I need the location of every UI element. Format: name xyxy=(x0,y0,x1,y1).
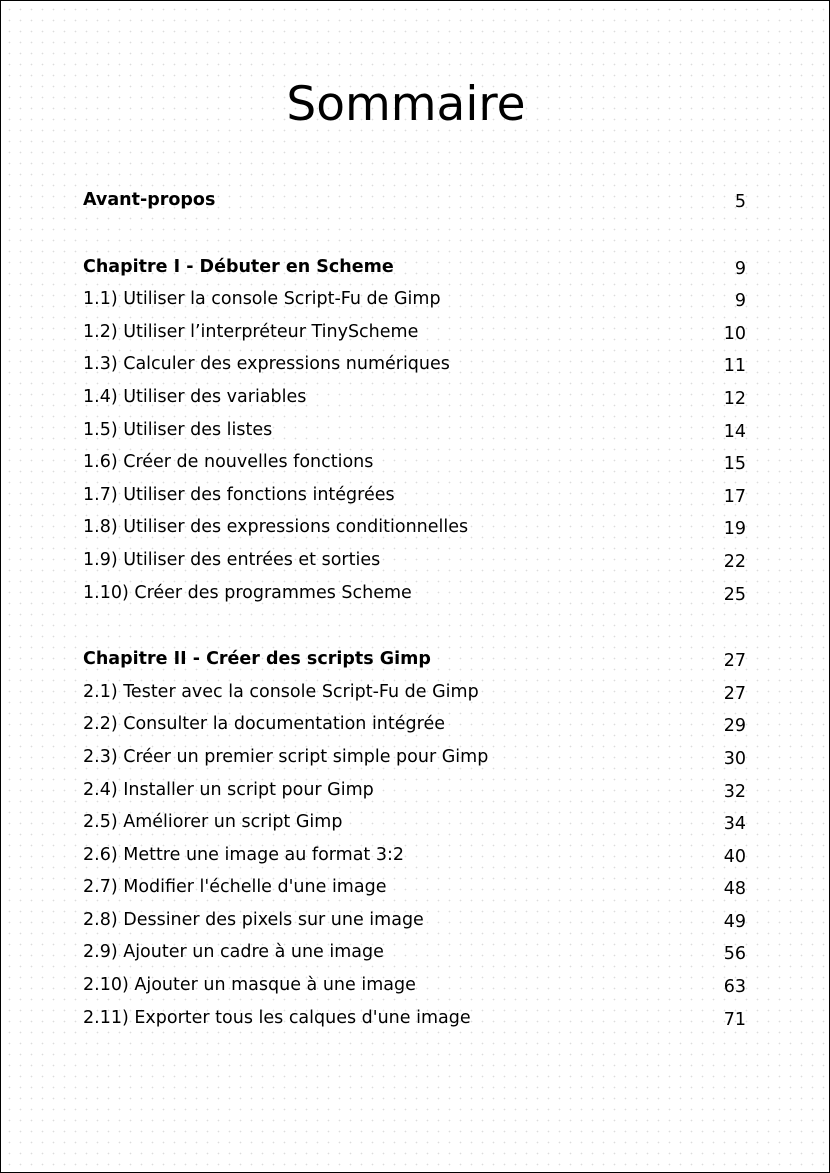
toc-heading-label: Avant-propos xyxy=(83,190,216,210)
toc-entry[interactable] xyxy=(83,544,746,577)
toc-entry[interactable] xyxy=(83,839,746,872)
toc-heading[interactable] xyxy=(83,184,746,217)
toc-entry-label: 2.4) Installer un script pour Gimp xyxy=(83,779,374,800)
toc-page-number: 30 xyxy=(723,748,746,769)
toc-page-number: 32 xyxy=(723,781,746,802)
toc-entry-label: 2.10) Ajouter un masque à une image xyxy=(83,975,416,996)
toc-entry[interactable] xyxy=(83,936,746,969)
toc-page-number: 29 xyxy=(723,716,746,737)
toc-entry-label: 1.3) Calculer des expressions numériques xyxy=(83,354,450,375)
toc-entry[interactable] xyxy=(83,708,746,741)
toc-entry-label: 2.5) Améliorer un script Gimp xyxy=(83,812,343,833)
toc-page-number: 12 xyxy=(723,388,746,409)
toc-page-number: 10 xyxy=(723,323,746,344)
toc-page-number: 25 xyxy=(723,584,746,605)
toc-entry[interactable] xyxy=(83,871,746,904)
toc-entry[interactable] xyxy=(83,806,746,839)
toc-entry[interactable] xyxy=(83,774,746,807)
toc-entry-label: 1.10) Créer des programmes Scheme xyxy=(83,582,412,603)
toc-entry[interactable] xyxy=(83,676,746,709)
toc-section-chapitre-1 xyxy=(83,251,746,610)
toc-entry[interactable] xyxy=(83,969,746,1002)
toc-entry-label: 1.2) Utiliser l’interpréteur TinyScheme xyxy=(83,321,419,342)
page-title: Sommaire xyxy=(286,77,526,132)
toc-entry-label: 2.9) Ajouter un cadre à une image xyxy=(83,942,384,963)
toc-entry-label: 2.3) Créer un premier script simple pour Gimp xyxy=(83,746,489,767)
toc-heading[interactable] xyxy=(83,643,746,676)
toc-page-number: 9 xyxy=(734,291,746,312)
toc-heading-label: Chapitre I - Débuter en Scheme xyxy=(83,256,394,277)
toc-entry[interactable] xyxy=(83,446,746,479)
toc-entry[interactable] xyxy=(83,577,746,610)
toc-entry[interactable] xyxy=(83,741,746,774)
toc-entry-label: 1.6) Créer de nouvelles fonctions xyxy=(83,452,374,473)
toc-page-number: 56 xyxy=(723,944,746,965)
toc-entry[interactable] xyxy=(83,1002,746,1035)
toc-entry-label: 1.8) Utiliser des expressions conditionnelles xyxy=(83,517,469,538)
toc-page-number: 27 xyxy=(723,683,746,704)
toc-entry[interactable] xyxy=(83,283,746,316)
toc-page-number: 5 xyxy=(734,192,746,212)
toc-heading-label: Chapitre II - Créer des scripts Gimp xyxy=(83,649,431,670)
toc-page-number: 63 xyxy=(723,977,746,998)
toc-page-number: 27 xyxy=(723,651,746,672)
toc-heading[interactable] xyxy=(83,251,746,284)
toc-page-number: 14 xyxy=(723,421,746,442)
toc-entry-label: 2.11) Exporter tous les calques d'une image xyxy=(83,1007,471,1028)
toc-page-number: 22 xyxy=(723,551,746,572)
toc-entry-label: 2.2) Consulter la documentation intégrée xyxy=(83,714,445,735)
toc-entry-label: 1.7) Utiliser des fonctions intégrées xyxy=(83,484,395,505)
toc-page-number: 17 xyxy=(723,486,746,507)
toc-page-number: 11 xyxy=(723,356,746,377)
toc-entry-label: 2.6) Mettre une image au format 3:2 xyxy=(83,844,405,865)
toc-entry[interactable] xyxy=(83,381,746,414)
toc-entry[interactable] xyxy=(83,511,746,544)
toc-entry[interactable] xyxy=(83,414,746,447)
toc-entry-label: 1.5) Utiliser des listes xyxy=(83,419,273,440)
toc-entry-label: 2.1) Tester avec la console Script-Fu de Gimp xyxy=(83,681,479,702)
toc-page-number: 15 xyxy=(723,454,746,475)
toc-entry-label: 2.7) Modifier l'échelle d'une image xyxy=(83,877,387,898)
toc-entry[interactable] xyxy=(83,479,746,512)
toc-entry[interactable] xyxy=(83,316,746,349)
toc-entry[interactable] xyxy=(83,348,746,381)
toc-entry-label: 2.8) Dessiner des pixels sur une image xyxy=(83,909,424,930)
toc-section-chapitre-2 xyxy=(83,643,746,1034)
toc-entry[interactable] xyxy=(83,904,746,937)
toc-page-number: 40 xyxy=(723,846,746,867)
toc-page-number: 34 xyxy=(723,814,746,835)
toc-page-number: 9 xyxy=(734,258,746,279)
toc-entry-label: 1.9) Utiliser des entrées et sorties xyxy=(83,549,381,570)
toc-entry-label: 1.4) Utiliser des variables xyxy=(83,386,307,407)
toc-page-number: 19 xyxy=(723,519,746,540)
toc-page-number: 48 xyxy=(723,879,746,900)
toc-section-avant-propos xyxy=(83,184,746,217)
toc-entry-label: 1.1) Utiliser la console Script-Fu de Gimp xyxy=(83,289,441,310)
toc-page-number: 49 xyxy=(723,911,746,932)
toc-page-number: 71 xyxy=(723,1009,746,1030)
table-of-contents xyxy=(83,184,746,1034)
